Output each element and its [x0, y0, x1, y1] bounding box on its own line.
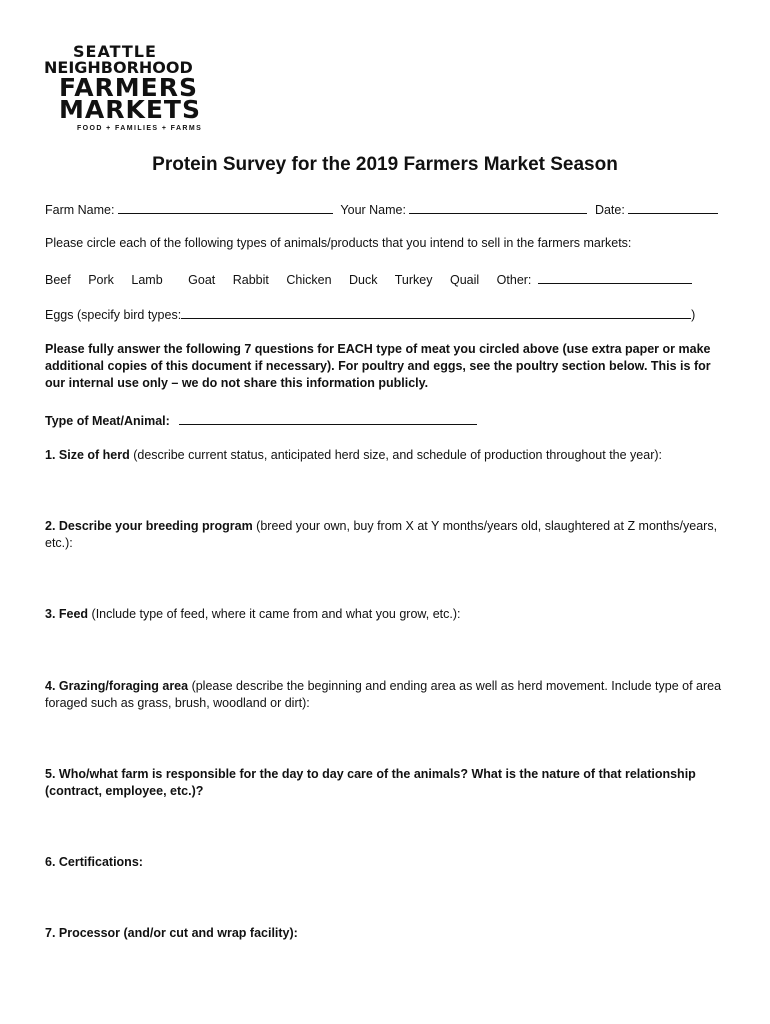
- animal-options-row: [45, 271, 706, 287]
- question-1-text: (describe current status, anticipated herd size, and schedule of production throughout the year):: [129, 448, 663, 462]
- question-6: [45, 854, 725, 871]
- animal-option-chicken[interactable]: Chicken: [286, 273, 332, 287]
- question-7: [45, 925, 725, 942]
- animal-option-beef[interactable]: Beef: [45, 273, 71, 287]
- eggs-label: Eggs (specify bird types:: [45, 308, 182, 322]
- question-4: [45, 678, 725, 712]
- logo-line-markets: MARKETS: [59, 95, 201, 124]
- logo-line-neighborhood: NEIGHBORHOOD: [44, 58, 193, 77]
- question-3-text: (Include type of feed, where it came from and what you grow, etc.):: [88, 607, 461, 621]
- meat-type-row: [45, 412, 477, 428]
- instruction-text: Please circle each of the following types of animals/products that you intend to sell in the farmers markets:: [45, 236, 632, 250]
- question-7-heading: 7. Processor (and/or cut and wrap facility):: [45, 926, 298, 940]
- your-name-blank[interactable]: [409, 201, 587, 214]
- animal-option-turkey[interactable]: Turkey: [394, 273, 433, 287]
- logo-line-farmers: FARMERS: [59, 73, 199, 102]
- meat-type-blank[interactable]: [179, 412, 477, 425]
- question-3: [45, 606, 725, 623]
- identity-fields-row: [45, 201, 718, 217]
- animal-option-rabbit[interactable]: Rabbit: [232, 273, 269, 287]
- logo-tagline: FOOD + FAMILIES + FARMS: [77, 125, 203, 132]
- question-1-heading: 1. Size of herd: [45, 448, 130, 462]
- meat-type-label: Type of Meat/Animal:: [45, 414, 170, 428]
- question-5: [45, 766, 725, 800]
- question-2-text: (breed your own, buy from X at Y months/years old, slaughtered at Z months/years, etc.):: [45, 519, 718, 550]
- logo-line-seattle: SEATTLE: [73, 42, 157, 61]
- your-name-label: Your Name:: [340, 203, 406, 217]
- eggs-close-paren: ): [691, 308, 696, 322]
- seattle-farmers-markets-logo: [44, 44, 224, 132]
- date-label: Date:: [594, 203, 625, 217]
- instructions-notice: Please fully answer the following 7 questions for EACH type of meat you circled above (use extra paper or make additional copies of this document if necessary). For poultry and eggs, see the poultry section below. This is for our internal use only – we do not share this information publicly.: [45, 342, 711, 390]
- question-4-text: (please describe the beginning and ending area as well as herd movement. Include type of area foraged such as grass, brush, woodland or dirt):: [45, 679, 722, 710]
- question-1: [45, 447, 725, 464]
- eggs-blank[interactable]: [181, 306, 691, 319]
- animal-option-goat[interactable]: Goat: [188, 273, 216, 287]
- other-blank[interactable]: [538, 271, 692, 284]
- farm-name-blank[interactable]: [118, 201, 333, 214]
- question-2-heading: 2. Describe your breeding program: [45, 519, 253, 533]
- question-4-heading: 4. Grazing/foraging area: [45, 679, 189, 693]
- animal-option-pork[interactable]: Pork: [88, 273, 114, 287]
- question-2: [45, 518, 725, 552]
- farm-name-label: Farm Name:: [45, 203, 115, 217]
- page-title: Protein Survey for the 2019 Farmers Market Season: [152, 154, 618, 175]
- animal-option-lamb[interactable]: Lamb: [131, 273, 163, 287]
- animal-option-quail[interactable]: Quail: [450, 273, 480, 287]
- eggs-row: [45, 306, 695, 322]
- question-3-heading: 3. Feed: [45, 607, 89, 621]
- question-5-heading: 5. Who/what farm is responsible for the day to day care of the animals? What is the nature of that relationship (contract, employee, etc.)?: [45, 767, 696, 798]
- question-6-heading: 6. Certifications:: [45, 855, 143, 869]
- date-blank[interactable]: [628, 201, 718, 214]
- other-label: Other:: [496, 273, 532, 287]
- animal-option-duck[interactable]: Duck: [349, 273, 378, 287]
